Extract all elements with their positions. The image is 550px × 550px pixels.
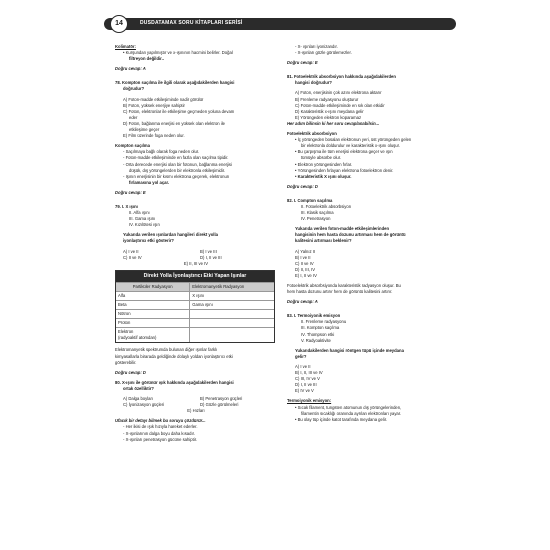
- option-79-b: B) I ve III: [200, 248, 217, 254]
- option-78-c: C) Foton, elektronlar ile etkileşime geçmeden yoluna devam: [123, 108, 235, 114]
- question-80-stem: 80. X-ışını ile görünür ışık hakkında aşağıdakilerden hangisi: [115, 379, 234, 385]
- em-paragraph-cont: kimyasallarla birarada geldiğinde dolaylı yoldan iyonlaştırıcı etki: [115, 353, 233, 359]
- question-79-item-2: II. Alfa ışını: [129, 210, 150, 216]
- question-83-item-1: 83. I. Termoiyonik emisyon: [287, 313, 341, 319]
- foto-item-2: • Bu çarpışma ile tüm enerjisi elektrona geçer ve ışın: [287, 149, 443, 155]
- foto-item-3: • Elektron yörüngesinden fırlar.: [287, 162, 443, 168]
- option-81-e: E) Yörüngeden elektron koparamaz: [295, 114, 362, 120]
- question-79-item-4: IV. Kızılötesi ışın: [129, 222, 160, 228]
- em-paragraph: Elektromanyetik spektrumda bulunan diğer ışınlar farklı: [115, 347, 218, 353]
- option-83-b: B) I, II, III ve IV: [295, 370, 323, 376]
- question-80-stem-cont: ortak özelliktir?: [123, 385, 154, 391]
- kompton-title: Kompton saçılma: [115, 143, 150, 149]
- option-80-c: C) İyonizasyon güçleri: [123, 402, 165, 408]
- answer-78: Doğru cevap: E: [115, 189, 146, 195]
- tip-80-item-2: - X-ışınlarının dalga boyu daha kısadır.: [115, 431, 277, 437]
- tip-80: Ufacık bir detayı bilmek bu soruyu çözdürür...: [115, 418, 206, 424]
- question-82-item-3: III. Klasik saçılma: [301, 210, 334, 216]
- question-79-stem-cont: iyonlaştırıcı etki gösterir?: [123, 238, 174, 244]
- termo-item-2: • Bu olay tüp içinde katot tarafında meydana gelir.: [287, 417, 443, 423]
- series-title: DUSDATAMAX SORU KİTAPLARI SERİSİ: [140, 20, 243, 26]
- kompton-item-3: - Orta derecede enerjisi olan bir fotonun, bağlanma enerjisi: [115, 162, 277, 168]
- question-81-stem: 81. Fotoelektrik absorbsiyon hakkında aşağıdakilerden: [287, 74, 396, 80]
- question-83-stem: Yukarıdakilerden hangisi röntgen tüpü içinde meydana: [295, 347, 404, 353]
- question-83-stem-cont: gelir?: [295, 353, 307, 359]
- question-82-item-1: 82. I. Compton saçılma: [287, 197, 333, 203]
- table-cell: Gama ışını: [192, 302, 213, 307]
- option-82-e: E) I, II ve IV: [295, 272, 317, 278]
- option-81-b: B) Frenleme radyasyonu oluşturur: [295, 96, 359, 102]
- option-81-a: A) Foton, enerjisinin çok azını elektrona aktarır: [295, 90, 382, 96]
- table-header-em: Elektromanyetik Radyasyon: [192, 283, 245, 289]
- kompton-item-2: - Foton-madde etkileşiminde en fazla olan saçılma tipidir.: [115, 155, 277, 161]
- table-cell: [190, 310, 194, 318]
- termo-item-1: • Sıcak filament, tungsten atomunun dış yörüngelerinden,: [287, 405, 443, 411]
- option-80-d: D) Gözle görülmeleri: [200, 402, 239, 408]
- question-83-item-3: III. Kompton saçılma: [301, 325, 340, 331]
- table-cell: Alfa: [116, 292, 190, 300]
- option-83-a: A) I ve II: [295, 363, 311, 369]
- kolimator-title: Kolimatör:: [115, 44, 136, 49]
- question-83-item-2: II. Frenleme radyasyonu: [301, 319, 347, 325]
- question-83-item-4: IV. Thompson etki: [301, 331, 335, 337]
- table-cell: X ışını: [192, 292, 205, 298]
- answer-80: Doğru cevap: E: [287, 60, 318, 66]
- question-79-stem: Yukarıda verilen ışınlardan hangileri direkt yolla: [123, 232, 218, 238]
- option-81-c: C) Foton-madde etkileşiminde en sık olan etkidir: [295, 102, 385, 108]
- option-78-e: E) Film üzerinde foga neden olur.: [123, 133, 185, 139]
- p82-text: Fotoelektrik absorbsiyonda karakteristik radyasyon oluşur. Bu: [287, 283, 401, 288]
- option-81-d: D) Karakteristik x-ışını meydana gelir: [295, 108, 364, 114]
- kompton-item-4-cont: fırlamasına yol açar.: [129, 179, 170, 185]
- option-83-c: C) III, IV ve V: [295, 376, 320, 382]
- question-83-item-5: V. Radyoaktivite: [301, 337, 331, 343]
- answer-81: Doğru cevap: D: [287, 183, 318, 189]
- question-78-stem-cont: doğrudur?: [123, 86, 145, 92]
- question-82-item-2: II. Fotoelektrik absorbsiyon: [301, 203, 352, 209]
- xray-item-1: - X- ışınları iyonizandır.: [287, 44, 443, 50]
- option-78-a: A) Foton-madde etkileşiminde nadir görülür: [123, 96, 204, 102]
- termo-title: Termoiyonik emisyon:: [287, 398, 332, 404]
- kompton-item-1: - Saçılmaya bağlı olarak foga neden olur.: [115, 149, 277, 155]
- table-cell: Nötron: [116, 310, 190, 318]
- tip-81: Her adım bilinsin ki her soru cevaplanabilsin...: [287, 120, 380, 126]
- termo-item-1-cont: filamentin sıcaklığı oranında ayrılan elektronları yayar.: [301, 410, 402, 416]
- table-header-particle: Partiküler Radyasyon: [116, 283, 190, 291]
- question-79-item-1: 79. I. X ışını: [115, 203, 138, 209]
- question-82-stem-cont: hangisinin hem hasta dozunu artırması hem de görüntü: [295, 232, 406, 238]
- option-82-a: A) Yalnız II: [295, 248, 316, 254]
- table-cell: Proton: [116, 319, 190, 327]
- table-cell: Elektron (radyoaktif atomdan): [116, 328, 190, 342]
- question-81-stem-cont: hangisi doğrudur?: [295, 80, 332, 86]
- table-title: Direkt Yolla İyonlaştırıcı Etki Yapan Işınlar: [116, 271, 274, 282]
- question-78-stem: 78. Kompton saçılma ile ilgili olarak aşağıdakilerden hangisi: [115, 80, 235, 86]
- foto-title: Fotoelektrik absorbsiyon: [287, 131, 337, 137]
- table-cell: Beta: [116, 301, 190, 309]
- answer-82: Doğru cevap: A: [287, 299, 318, 305]
- p82-text-cont: hem hasta dozunu artırır hem de görüntü kalitesini artırır.: [287, 289, 393, 295]
- em-paragraph-end: gösterebilir.: [115, 359, 137, 365]
- xray-item-2: - X-ışınları gözle görülemezler.: [287, 50, 443, 56]
- left-column: [115, 44, 277, 443]
- option-79-d: D) I, II ve III: [200, 254, 222, 260]
- option-78-b: B) Foton, yüksek enerjiye sahiptir: [123, 102, 185, 108]
- tip-80-item-3: - X-ışınları penetrasyon gücüne sahiptir.: [115, 437, 277, 443]
- option-80-e: E) Hızları: [187, 408, 205, 414]
- option-82-c: C) II ve IV: [295, 260, 314, 266]
- answer-77: Doğru cevap: A: [115, 66, 146, 72]
- option-79-a: A) I ve II: [123, 248, 139, 254]
- option-82-d: D) II, III, IV: [295, 266, 316, 272]
- option-79-c: C) II ve IV: [123, 254, 142, 260]
- question-82-stem-end: kalitesini artırması beklenir?: [295, 238, 352, 244]
- foto-item-1: • İç yörüngeden bosalan elektronun yeri, üst yörüngeden gelen: [287, 137, 443, 143]
- option-79-e: E) II, III ve IV: [183, 260, 209, 266]
- option-82-b: B) I ve II: [295, 254, 311, 260]
- answer-79: Doğru cevap: D: [115, 369, 146, 375]
- kolimator-text-cont: filtreyon değildir..: [129, 56, 164, 62]
- foto-item-1-cont: bir elektronla doldurulur ve karakteristik x-ışını oluşur.: [301, 143, 400, 149]
- kompton-item-4: - Işının enerjisinin bir kısmı elektrona geçerek, elektronun: [115, 174, 277, 180]
- question-82-stem: Yukarıda verilen foton-madde etkileşimlerinden: [295, 226, 390, 232]
- question-82-item-4: IV. Penetrasyon: [301, 216, 331, 222]
- page-number: 14: [110, 15, 128, 33]
- table-cell: [190, 328, 194, 342]
- tip-80-item-1: - Her ikisi de ışık hızıyla hareket ederler.: [115, 424, 277, 430]
- option-78-c-cont: eder: [129, 114, 138, 120]
- foto-item-5: • Karakteristik X ışını oluşur.: [287, 174, 443, 180]
- option-78-d: D) Foton, bağlanma enerjisi en yüksek olan elektron ile: [123, 120, 225, 126]
- kolimator-text: • Kurşundan yapılmıştır ve x-ışınının hacmini belirler. Doğal: [115, 50, 277, 56]
- foto-item-2-cont: tümüyle absorbe olur.: [301, 155, 342, 161]
- question-79-item-3: III. Gama ışını: [129, 216, 156, 222]
- option-78-d-cont: etkileşime geçer: [129, 127, 160, 133]
- foto-item-4: • Yörüngesinden fırlayan elektrona fotoelektron denir.: [287, 168, 443, 174]
- option-83-d: D) I, II ve III: [295, 382, 317, 388]
- option-83-e: E) IV ve V: [295, 388, 314, 394]
- kompton-item-3-cont: düşük, dış yörüngelerden bir elektronla etkileşimidir.: [129, 167, 226, 173]
- option-80-b: B) Penetrasyon güçleri: [200, 396, 243, 402]
- ionizing-radiation-table: [115, 270, 275, 344]
- table-cell: [190, 319, 194, 327]
- right-column: [287, 44, 443, 423]
- option-80-a: A) Dalga boyları: [123, 396, 154, 402]
